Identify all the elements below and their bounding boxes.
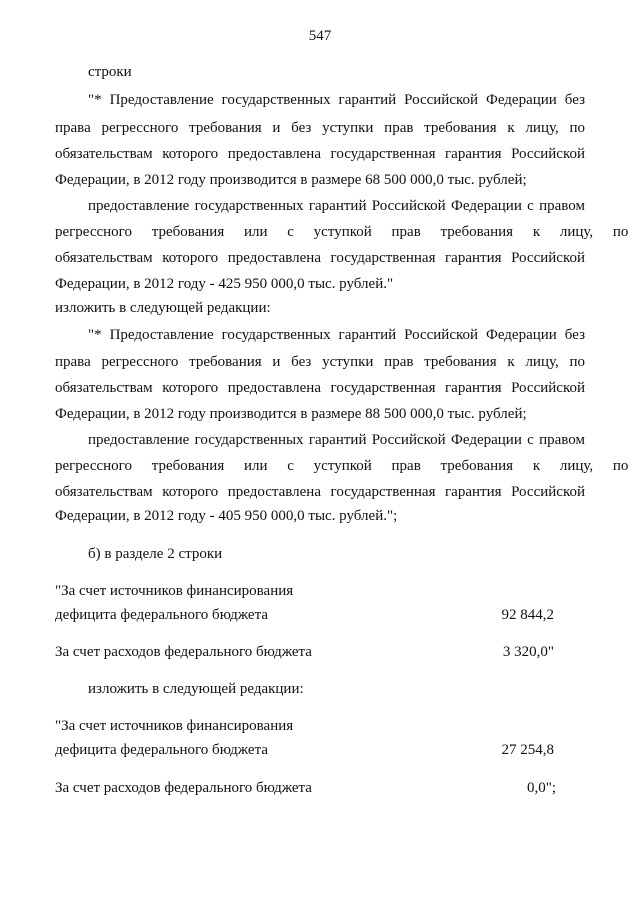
section-b-heading: б) в разделе 2 строки: [88, 546, 223, 562]
old-p1-line2: права регрессного требования и без уступки прав требования к лицу, по: [55, 120, 585, 136]
page-number: 547: [308, 28, 332, 44]
new-row1-value: 27 254,8: [501, 742, 554, 758]
old-p1-line4: Федерации, в 2012 году производится в размере 68 500 000,0 тыс. рублей;: [55, 172, 527, 188]
old-p2-line4: Федерации, в 2012 году - 425 950 000,0 тыс. рублей.": [55, 276, 394, 292]
old-row2-label: За счет расходов федерального бюджета: [55, 644, 312, 660]
new-p2-line4: Федерации, в 2012 году - 405 950 000,0 тыс. рублей.";: [55, 508, 398, 524]
new-p2-line2: регрессного требования или с уступкой прав требования к лицу, по: [55, 458, 629, 474]
replace-label-2: изложить в следующей редакции:: [88, 681, 304, 697]
old-p1-line1: "* Предоставление государственных гарантий Российской Федерации без: [88, 92, 585, 108]
old-row1-value: 92 844,2: [501, 607, 554, 623]
old-p2-line2: регрессного требования или с уступкой прав требования к лицу, по: [55, 224, 629, 240]
new-p1-line2: права регрессного требования и без уступки прав требования к лицу, по: [55, 354, 585, 370]
old-p1-line3: обязательствам которого предоставлена государственная гарантия Российской: [55, 146, 585, 162]
intro-text: строки: [88, 64, 132, 80]
old-p2-line3: обязательствам которого предоставлена государственная гарантия Российской: [55, 250, 585, 266]
replace-label-1: изложить в следующей редакции:: [55, 300, 271, 316]
old-row1-label-line1: "За счет источников финансирования: [55, 583, 294, 599]
new-row2-value: 0,0";: [526, 780, 556, 796]
old-row2-value: 3 320,0": [502, 644, 554, 660]
old-row1-label-line2: дефицита федерального бюджета: [55, 607, 268, 623]
old-p2-line1: предоставление государственных гарантий Российской Федерации с правом: [88, 198, 585, 214]
new-p1-line4: Федерации, в 2012 году производится в размере 88 500 000,0 тыс. рублей;: [55, 406, 527, 422]
new-row1-label-line2: дефицита федерального бюджета: [55, 742, 268, 758]
new-p1-line1: "* Предоставление государственных гарантий Российской Федерации без: [88, 327, 585, 343]
new-row2-label: За счет расходов федерального бюджета: [55, 780, 312, 796]
new-row1-label-line1: "За счет источников финансирования: [55, 718, 294, 734]
new-p2-line3: обязательствам которого предоставлена государственная гарантия Российской: [55, 484, 585, 500]
new-p1-line3: обязательствам которого предоставлена государственная гарантия Российской: [55, 380, 585, 396]
new-p2-line1: предоставление государственных гарантий Российской Федерации с правом: [88, 432, 585, 448]
